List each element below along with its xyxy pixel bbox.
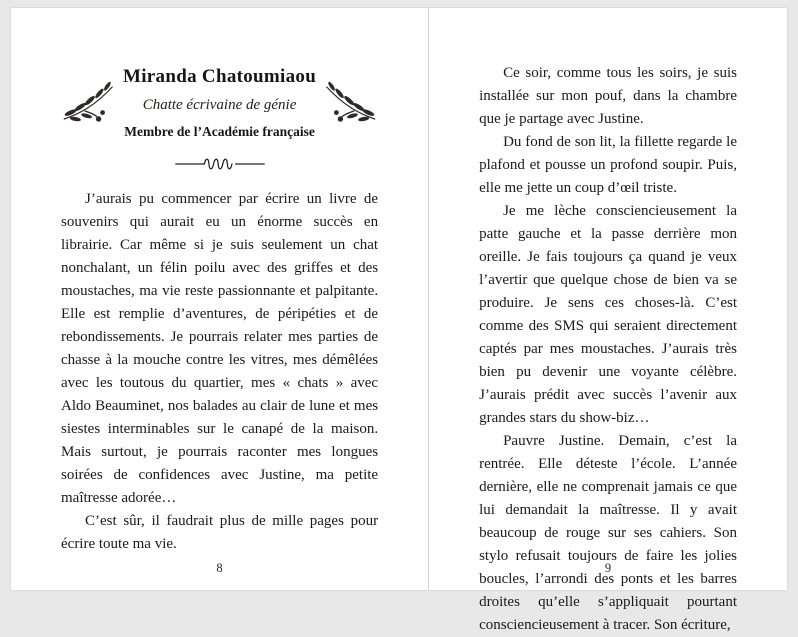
paragraph: Pauvre Justine. Demain, c’est la rentrée. Elle déteste l’école. L’année dernière, elle ne comprenait jamais ce que lui demandait la maîtresse. Il y avait beaucoup de rouge sur ses cahiers. Son stylo refusait toujours de faire les jolies boucles, l’arrondi des ponts et les barres droites qu’elle s’appliquait pourtant consciencieusement à tracer. Son écriture,	[479, 433, 737, 633]
paragraph: Ce soir, comme tous les soirs, je suis installée sur mon pouf, dans la chambre que je partage avec Justine.	[479, 65, 737, 127]
page-right-text	[479, 8, 737, 637]
paragraph: Je me lèche consciencieusement la patte gauche et la passe derrière mon oreille. Je fais toujours ça quand je veux l’avertir que quelque chose de bien va se produire. Je sens ces choses-là. C’est comme des SMS qui seraient directement captés par mes moustaches. J’aurais très bien pu devenir une voyante célèbre. J’aurais prédit avec succès l’avenir aux grandes stars du show-biz…	[479, 203, 737, 426]
olive-branch-icon	[61, 74, 117, 132]
squiggle-divider-icon	[174, 156, 266, 172]
paragraph: J’aurais pu commencer par écrire un livre de souvenirs qui aurait eu un énorme succès en librairie. Car même si je suis seulement un chat nonchalant, un félin poilu avec des griffes et des moustaches, ma vie reste passionnante et palpitante. Elle est remplie d’aventures, de péripéties et de rebondissements. Je pourrais relater mes parties de chasse à la mouche contre les vitres, mes démêlées avec les toutous du quartier, mes « chats » avec Aldo Beauminet, nos balades au clair de lune et mes siestes interminables sur le canapé de la maison. Mais surtout, je pourrais raconter mes longues soirées de confidences avec Justine, ma petite maîtresse adorée…	[61, 191, 379, 506]
paragraph: C’est sûr, il faudrait plus de mille pages pour écrire toute ma vie.	[61, 513, 379, 552]
page-number-right: 9	[604, 561, 612, 575]
page-left	[11, 8, 428, 590]
book-spread	[11, 8, 787, 633]
chapter-subtitle: Chatte écrivaine de génie	[142, 97, 297, 113]
olive-branch-icon	[322, 74, 378, 132]
chapter-title: Miranda Chatoumiaou	[123, 66, 317, 87]
chapter-affiliation: Membre de l’Académie française	[124, 124, 315, 139]
paragraph: Du fond de son lit, la fillette regarde le plafond et pousse un profond soupir. Puis, elle me jette un coup d’œil triste.	[479, 134, 737, 196]
chapter-header	[61, 8, 378, 140]
section-divider	[61, 156, 378, 172]
page-number-left: 8	[216, 561, 223, 575]
page-right	[429, 8, 787, 633]
page-left-text	[61, 188, 378, 556]
chapter-title-block	[123, 66, 316, 140]
